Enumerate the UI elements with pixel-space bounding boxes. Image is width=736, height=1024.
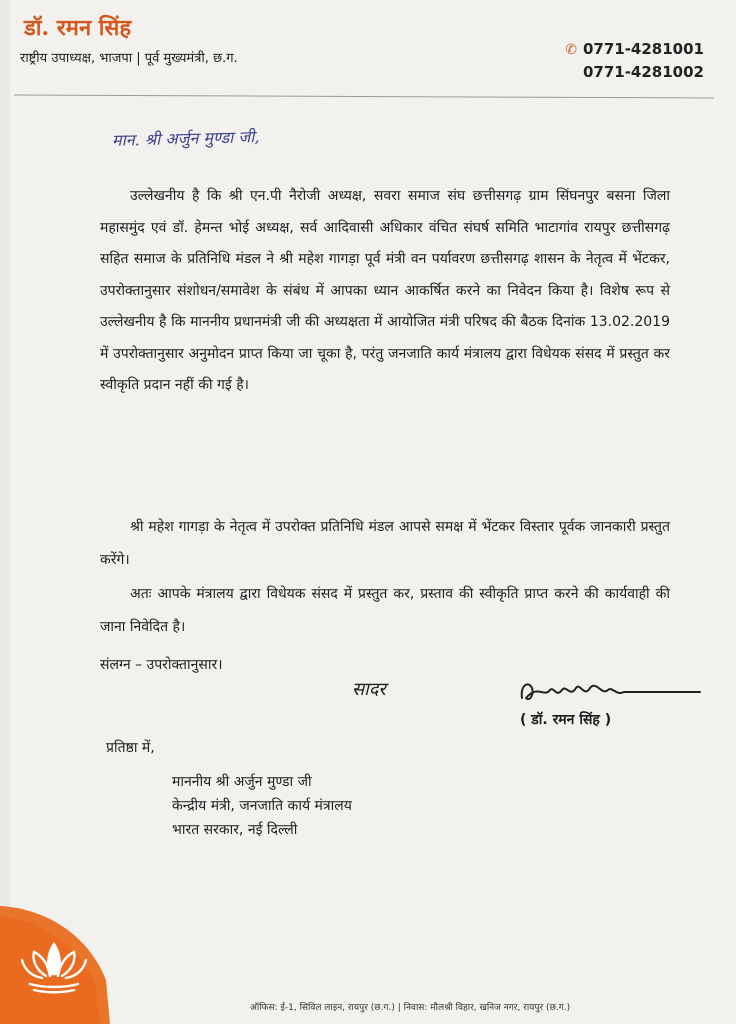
page-edge: [0, 0, 10, 1024]
salutation: मान. श्री अर्जुन मुण्डा जी,: [111, 127, 260, 150]
letterhead-name: डॉ. रमन सिंह: [24, 15, 132, 41]
phone-row-2: [544, 61, 704, 83]
addressee-block: [172, 770, 352, 842]
phone-number-2: 0771-4281002: [582, 63, 704, 81]
handwritten-note: सादर: [352, 679, 386, 700]
phone-number-1: 0771-4281001: [582, 40, 704, 58]
addressee-line-1: माननीय श्री अर्जुन मुण्डा जी: [172, 774, 312, 790]
footer-address: ऑफिस: ई-1, सिविल लाइन, रायपुर (छ.ग.) | निवास: मौलश्री विहार, खनिज नगर, रायपुर (छ.ग.): [250, 1003, 571, 1013]
addressee-prefix: प्रतिष्ठा में,: [106, 740, 155, 756]
header-divider: [14, 94, 714, 98]
corner-graphic: [0, 890, 110, 1024]
addressee-line-3: भारत सरकार, नई दिल्ली: [172, 822, 298, 838]
paragraph-3: अतः आपके मंत्रालय द्वारा विधेयक संसद में प्रस्तुत कर, प्रस्ताव की स्वीकृति प्राप्त करने की कार्यवाही की जाना निवेदित है।: [100, 586, 670, 635]
signatory-name: ( डॉ. रमन सिंह ): [520, 712, 612, 728]
paragraph-1: उल्लेखनीय है कि श्री एन.पी नैरोजी अध्यक्ष, सवरा समाज संघ छत्तीसगढ़ ग्राम सिंघनपुर बसना जिला महासमुंद एवं डॉ. हेमन्त भोई अध्यक्ष, सर्व आदिवासी अधिकार वंचित संघर्ष समिति भाटागांव रायपुर छत्तीसगढ़ सहित समाज के प्रतिनिधि मंडल ने श्री महेश गागड़ा पूर्व मंत्री वन पर्यावरण छत्तीसगढ़ शासन के नेतृत्व में भेंटकर, उपरोक्तानुसार संशोधन/समावेश के संबंध में आपका ध्यान आकर्षित करने का निवेदन किया है। विशेष रूप से उल्लेखनीय है कि माननीय प्रधानमंत्री जी की अध्यक्षता में आयोजित मंत्री परिषद की बैठक दिनांक 13.02.2019 में उपरोक्तानुसार अनुमोदन प्राप्त किया जा चूका है, परंतु जनजाति कार्य मंत्रालय द्वारा विधेयक संसद में प्रस्तुत कर स्वीकृति प्रदान नहीं की गई है।: [100, 188, 670, 393]
paragraph-2: श्री महेश गागड़ा के नेतृत्व में उपरोक्त प्रतिनिधि मंडल आपसे समक्ष में भेंटकर विस्तार पूर्वक जानकारी प्रस्तुत करेंगे।: [100, 519, 670, 568]
addressee-line-2: केन्द्रीय मंत्री, जनजाति कार्य मंत्रालय: [172, 798, 352, 814]
phone-row-1: [544, 38, 704, 61]
phone-icon: ✆: [565, 42, 577, 58]
signature: [516, 676, 702, 706]
letterhead-designation: राष्ट्रीय उपाध्यक्ष, भाजपा | पूर्व मुख्यमंत्री, छ.ग.: [20, 51, 238, 66]
enclosure-note: संलग्न – उपरोक्तानुसार।: [100, 657, 223, 673]
phone-block: [544, 38, 704, 83]
